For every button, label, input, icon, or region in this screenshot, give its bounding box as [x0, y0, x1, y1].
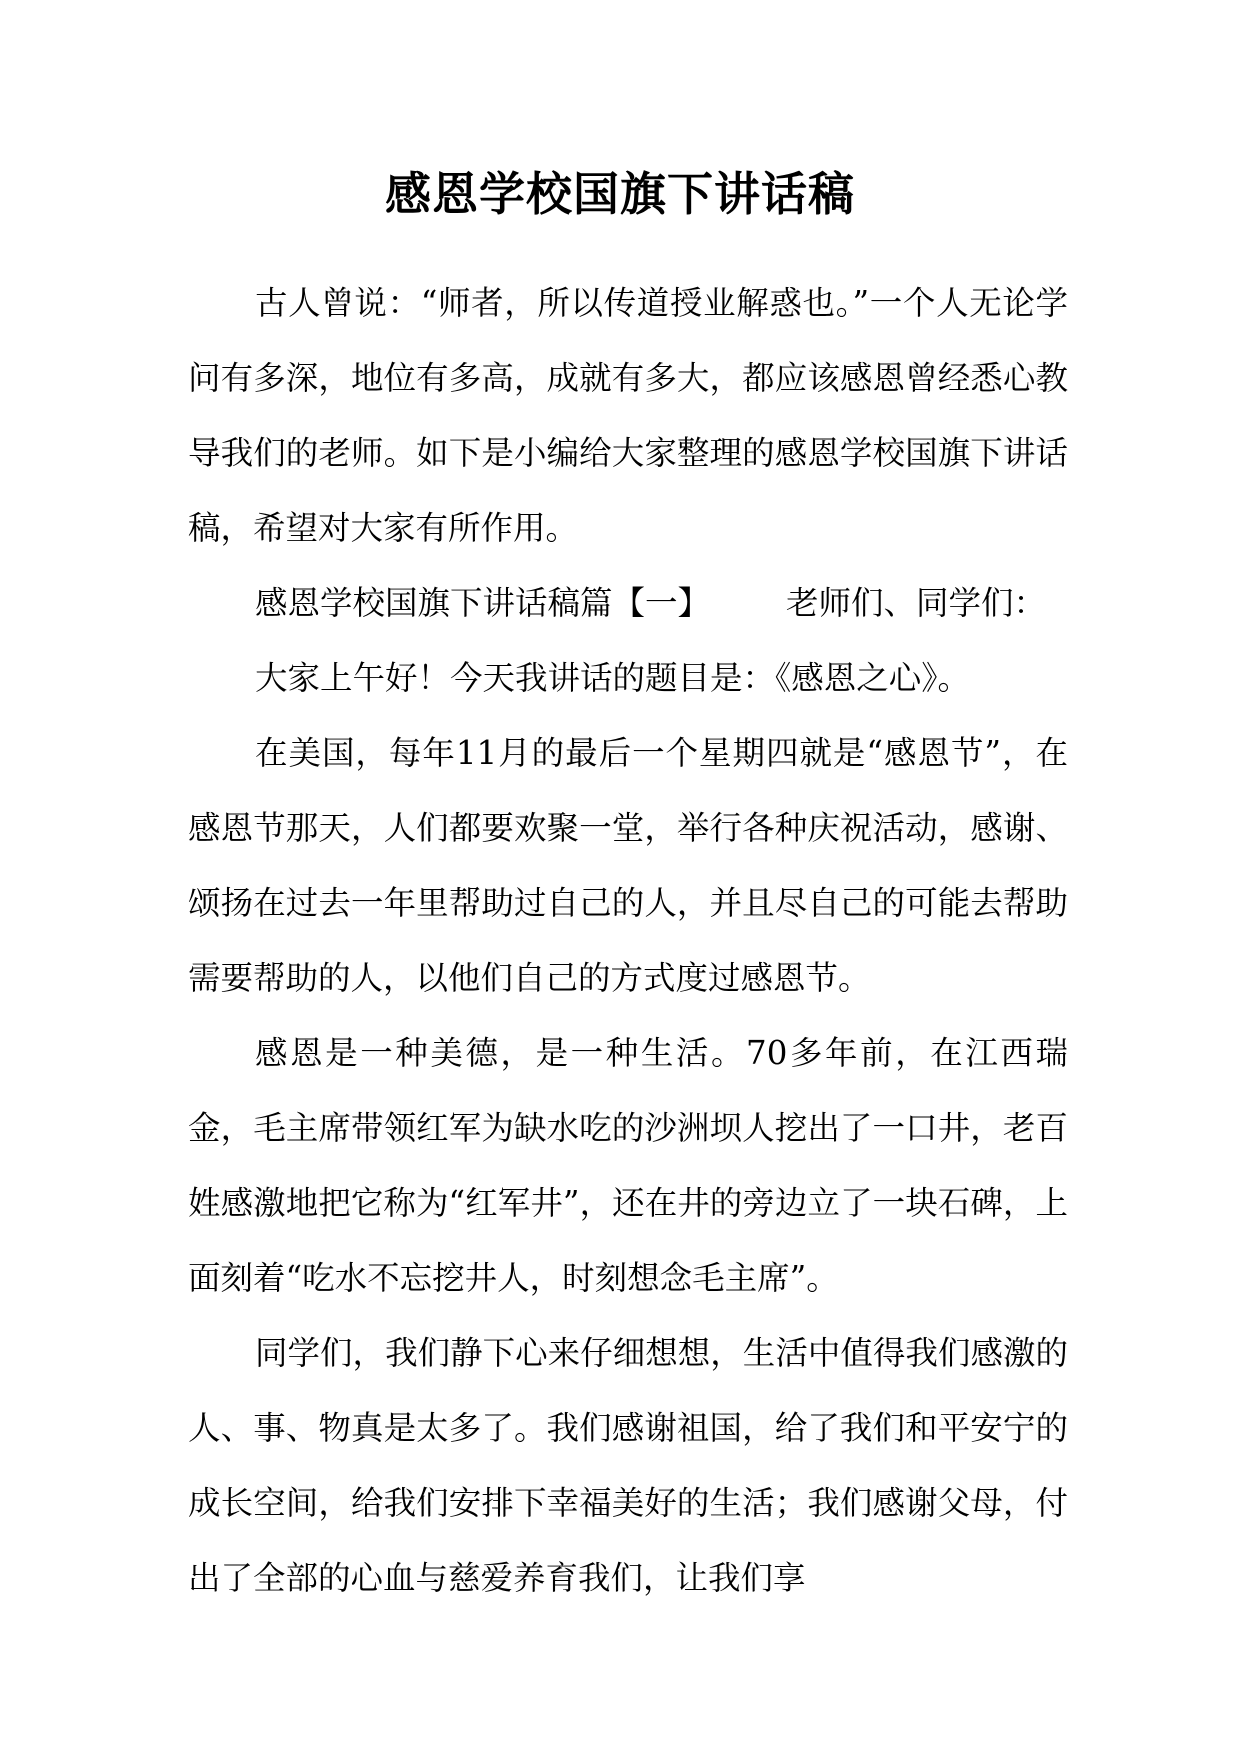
paragraph-red-army-well: 感恩是一种美德，是一种生活。70多年前，在江西瑞金，毛主席带领红军为缺水吃的沙洲坝人挖出了一口井，老百姓感激地把它称为“红军井”，还在井的旁边立了一块石碑，上面刻着“吃水不忘挖井人，时刻想念毛主席”。 [188, 1034, 1068, 1297]
document-title: 感恩学校国旗下讲话稿 [385, 167, 855, 221]
paragraph-intro: 古人曾说：“师者，所以传道授业解惑也。”一个人无论学问有多深，地位有多高，成就有多大，都应该感恩曾经悉心教导我们的老师。如下是小编给大家整理的感恩学校国旗下讲话稿，希望对大家有所作用。 [188, 284, 1068, 547]
paragraph-thanksgiving: 在美国，每年11月的最后一个星期四就是“感恩节”，在感恩节那天，人们都要欢聚一堂，举行各种庆祝活动，感谢、颂扬在过去一年里帮助过自己的人，并且尽自己的可能去帮助需要帮助的人，以他们自己的方式度过感恩节。 [188, 734, 1068, 997]
salutation: 老师们、同学们： [786, 584, 1047, 622]
paragraph-greeting: 大家上午好！今天我讲话的题目是：《感恩之心》。 [255, 659, 971, 697]
paragraph-section-heading [188, 566, 1068, 641]
paragraph-gratitude: 同学们，我们静下心来仔细想想，生活中值得我们感激的人、事、物真是太多了。我们感谢祖国，给了我们和平安宁的成长空间，给我们安排下幸福美好的生活；我们感谢父母，付出了全部的心血与慈爱养育我们，让我们享 [188, 1334, 1068, 1597]
section-heading: 感恩学校国旗下讲话稿篇【一】 [255, 584, 711, 622]
document-body [188, 266, 1068, 1616]
